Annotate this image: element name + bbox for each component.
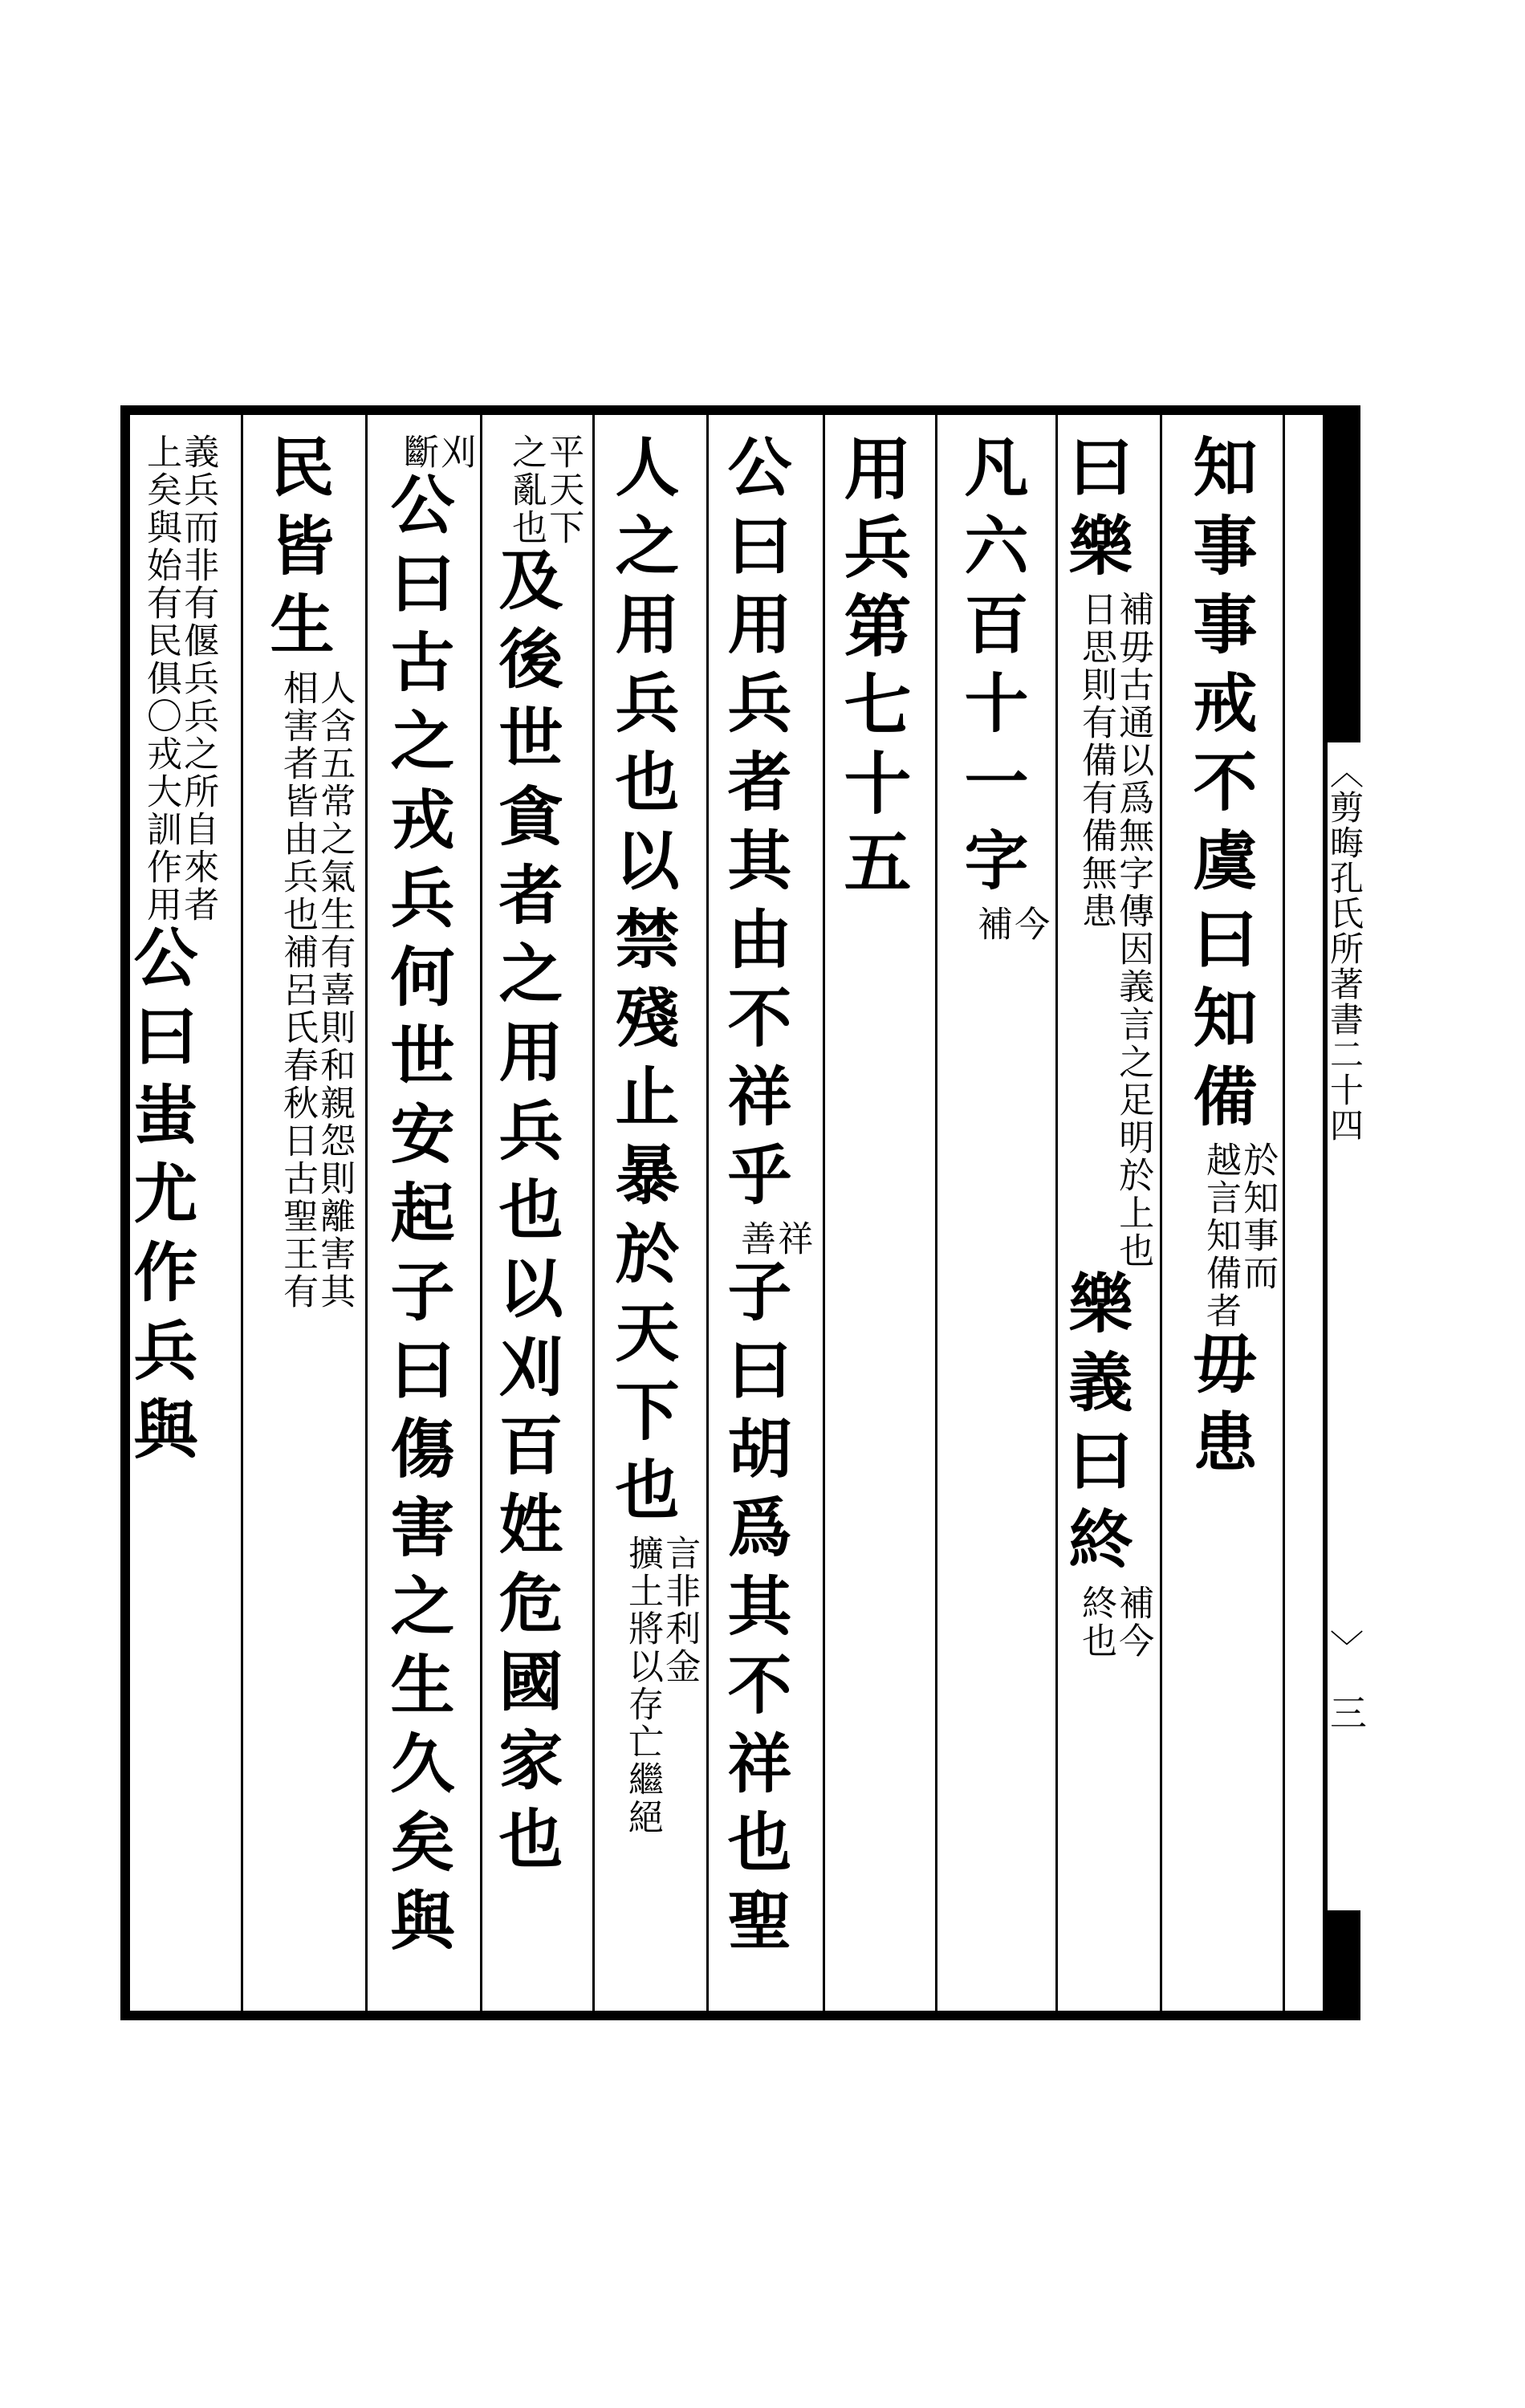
note-line: 人含五常之氣生有喜則和親怨則離害其: [314, 669, 356, 1311]
main-text: 公曰古之戎兵何世安起子曰傷害之生久矣與: [380, 471, 455, 1966]
main-text: 公曰蚩尤作兵與: [123, 924, 198, 1474]
main-text: 樂義曰終: [1058, 1270, 1133, 1584]
note-line: 補毋古通以爲無字傳因義言之足明於上也: [1112, 591, 1154, 1270]
folio-number: 三: [1324, 1694, 1368, 1731]
note-line: 相害者皆由兵也補呂氏春秋日古聖王有: [277, 669, 318, 1311]
text-column: [380, 433, 476, 1966]
text-column: [1058, 433, 1154, 1660]
main-text: 公曰用兵者其由不祥乎: [717, 433, 792, 1220]
main-text: 及後世貪者之用兵也以刈百姓危國家也: [488, 547, 563, 1884]
fishtail-mark: 〉: [1325, 1629, 1364, 1663]
note-line: 日思則有備有備無患: [1076, 591, 1116, 930]
column-rule: [480, 415, 482, 2011]
interlinear-note: [506, 433, 584, 547]
column-rule: [241, 415, 243, 2011]
interlinear-note: [1076, 1584, 1154, 1660]
interlinear-note: [622, 1535, 701, 1837]
note-line: 之亂也: [506, 433, 547, 547]
interlinear-note: [397, 433, 476, 471]
interlinear-note: [734, 1220, 813, 1258]
column-rule: [1283, 415, 1285, 2011]
note-line: 斷: [397, 433, 438, 471]
note-line: 越言知備者: [1200, 1141, 1241, 1330]
text-column: [1182, 433, 1279, 1487]
interlinear-note: [1200, 1141, 1279, 1330]
main-text: 知事事戒不虞曰知備: [1182, 433, 1258, 1141]
column-rule: [592, 415, 595, 2011]
note-line: 補今: [1112, 1584, 1154, 1660]
main-text: 人之用兵也以禁殘止暴於天下也: [604, 433, 680, 1535]
main-text: 凡六百十一字: [954, 433, 1029, 905]
note-line: 平天下: [543, 433, 584, 547]
column-rule: [706, 415, 709, 2011]
main-text: 毋患: [1182, 1330, 1258, 1487]
text-column: [717, 433, 813, 1966]
note-line: 祥: [771, 1220, 813, 1258]
interlinear-note: [277, 669, 356, 1311]
running-title: 〈剪晦孔氏所著書二十四: [1325, 755, 1364, 1143]
column-rule: [935, 415, 937, 2011]
note-line: 今: [1008, 905, 1050, 943]
text-column: [954, 433, 1050, 943]
note-line: 上矣與始有民俱〇戎大訓作用: [140, 433, 181, 924]
main-text: 民皆生: [259, 433, 335, 669]
column-rule: [1160, 415, 1162, 2011]
text-column: [604, 433, 701, 1837]
gutter-fishtail-bottom: [1324, 1910, 1360, 2020]
main-text: 曰樂: [1058, 433, 1133, 591]
interlinear-note: [1076, 591, 1154, 1270]
text-column: [123, 433, 219, 1474]
column-rule: [365, 415, 368, 2011]
note-line: 善: [734, 1220, 775, 1258]
note-line: 終也: [1076, 1584, 1116, 1660]
chapter-heading: 用兵第七十五: [833, 433, 913, 905]
note-line: 刈: [434, 433, 476, 471]
note-line: 於知事而: [1237, 1141, 1279, 1292]
text-column: [833, 433, 913, 905]
gutter-fishtail-top: [1324, 405, 1360, 742]
note-line: 言非利金: [659, 1535, 701, 1686]
note-line: 義兵而非有偃兵兵之所自來者: [177, 433, 219, 924]
column-rule: [823, 415, 825, 2011]
main-text: 子曰胡爲其不祥也聖: [717, 1258, 792, 1966]
note-line: 擴土將以存亡繼絕: [622, 1535, 663, 1837]
interlinear-note: [971, 905, 1050, 943]
text-column: [259, 433, 356, 1311]
column-rule: [1055, 415, 1058, 2011]
text-column: [488, 433, 584, 1884]
note-line: 補: [971, 905, 1012, 943]
interlinear-note: [140, 433, 219, 924]
